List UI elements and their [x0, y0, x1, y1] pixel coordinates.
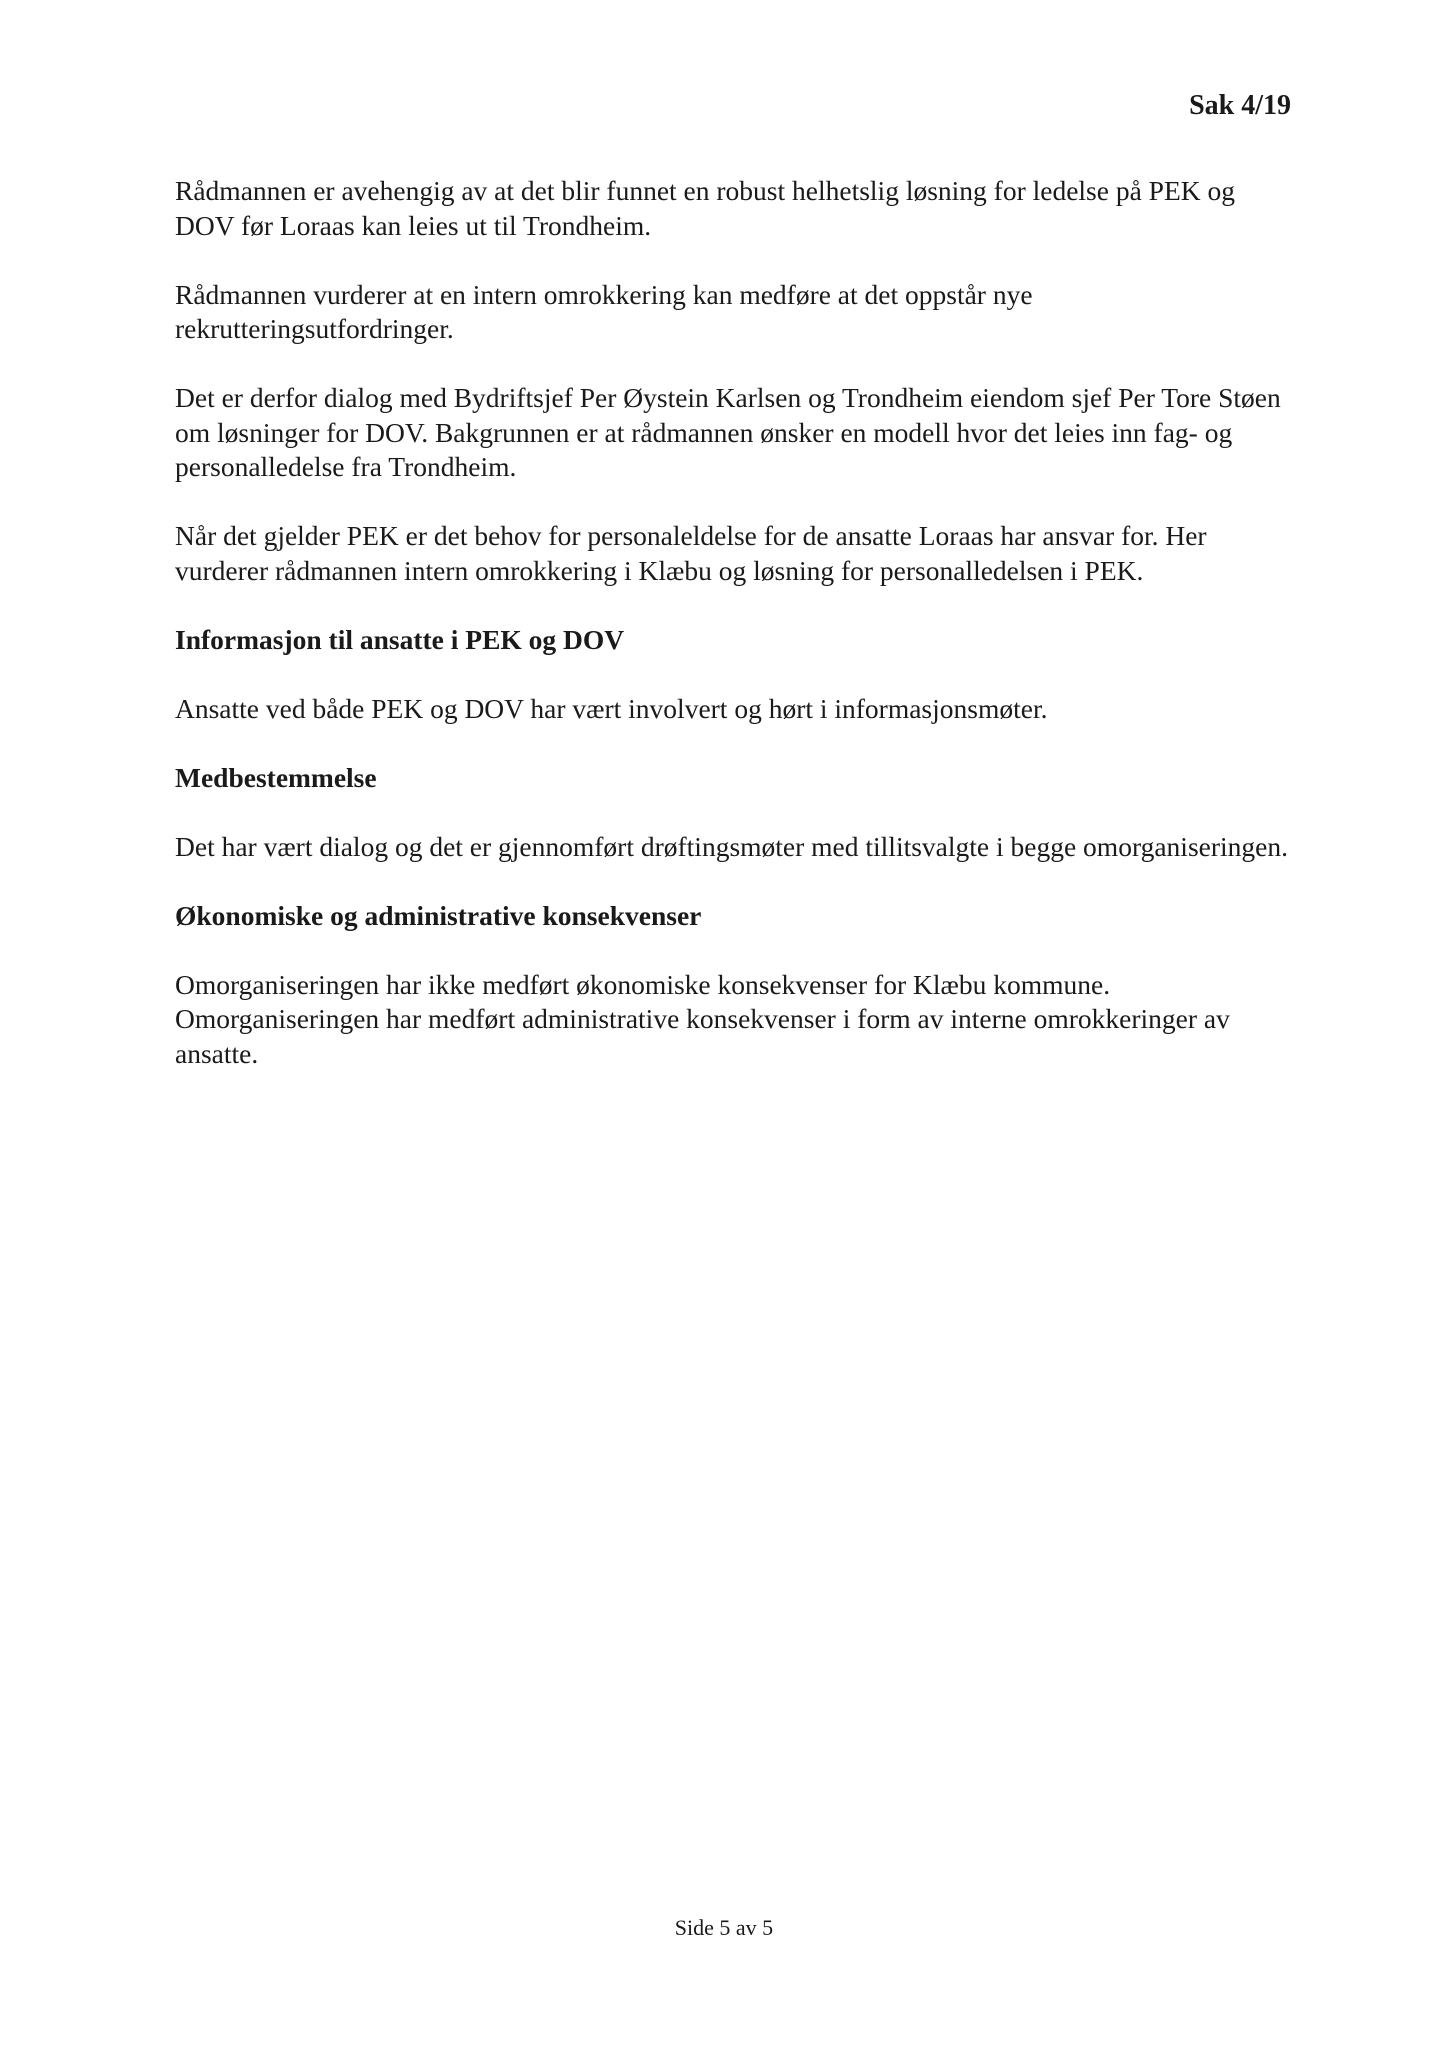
section-codetermination: [175, 761, 1295, 865]
section-heading-codetermination: Medbestemmelse: [175, 761, 377, 793]
paragraph-1: Rådmannen er avehengig av at det blir funnet en robust helhetslig løsning for ledelse på PEK og DOV før Loraas kan leies ut til Trondheim.: [175, 175, 1235, 241]
section-text-consequences: Omorganiseringen har ikke medført økonomiske konsekvenser for Klæbu kommune. Omorganiseringen har medført administrative konsekvenser i form av interne omrokkeringer av ansatte.: [175, 968, 1230, 1069]
section-heading-consequences: Økonomiske og administrative konsekvenser: [175, 899, 702, 931]
section-text-information: Ansatte ved både PEK og DOV har vært involvert og hørt i informasjonsmøter.: [175, 692, 1048, 724]
case-number: Sak 4/19: [1189, 90, 1291, 121]
section-consequences: [175, 899, 1295, 1072]
section-heading-information: Informasjon til ansatte i PEK og DOV: [175, 623, 625, 655]
paragraph-4: Når det gjelder PEK er det behov for personaleldelse for de ansatte Loraas har ansvar for. Her vurderer rådmannen intern omrokkering i Klæbu og løsning for personalledelsen i PEK.: [175, 520, 1207, 586]
section-text-codetermination: Det har vært dialog og det er gjennomført drøftingsmøter med tillitsvalgte i begge omorganiseringen.: [175, 830, 1288, 862]
paragraph-3: Det er derfor dialog med Bydriftsjef Per Øystein Karlsen og Trondheim eiendom sjef Per Tore Støen om løsninger for DOV. Bakgrunnen er at rådmannen ønsker en modell hvor det leies inn fag- og personalledelse fra Trondheim.: [175, 382, 1281, 482]
document-body: [175, 174, 1295, 1106]
section-information: [175, 623, 1295, 727]
page-number: Side 5 av 5: [674, 1915, 774, 1940]
paragraph-2: Rådmannen vurderer at en intern omrokkering kan medføre at det oppstår nye rekrutteringsutfordringer.: [175, 278, 1033, 344]
